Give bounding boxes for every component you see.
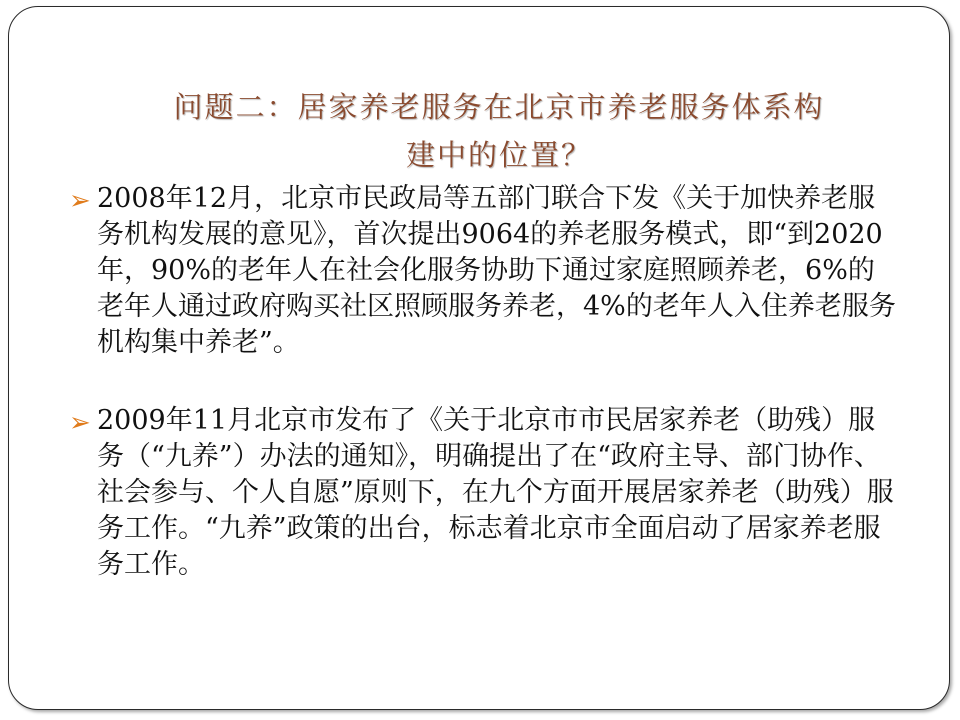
bullet-list-item (67, 181, 897, 361)
bullet-text: 2008年12月，北京市民政局等五部门联合下发《关于加快养老服务机构发展的意见》，首次提出9064的养老服务模式，即“到2020年，90%的老年人在社会化服务协助下通过家庭照顾养老，6%的老年人通过政府购买社区照顾服务养老，4%的老年人入住养老服务机构集中养老”。 (97, 183, 896, 358)
bullet-item-2008 (67, 181, 897, 361)
bullet-list-item (67, 403, 897, 583)
bullet-item-2009 (67, 403, 897, 583)
arrow-bullet-icon: ➢ (69, 408, 91, 438)
slide-title: 问题二：居家养老服务在北京市养老服务体系构 建中的位置？ (173, 90, 825, 172)
bullet-text: 2009年11月北京市发布了《关于北京市市民居家养老（助残）服务（“九养”）办法的通知》，明确提出了在“政府主导、部门协作、社会参与、个人自愿”原则下，在九个方面开展居家养老（助残）服务工作。“九养”政策的出台，标志着北京市全面启动了居家养老服务工作。 (97, 405, 894, 580)
arrow-bullet-icon: ➢ (69, 186, 91, 216)
slide-frame (8, 6, 950, 710)
